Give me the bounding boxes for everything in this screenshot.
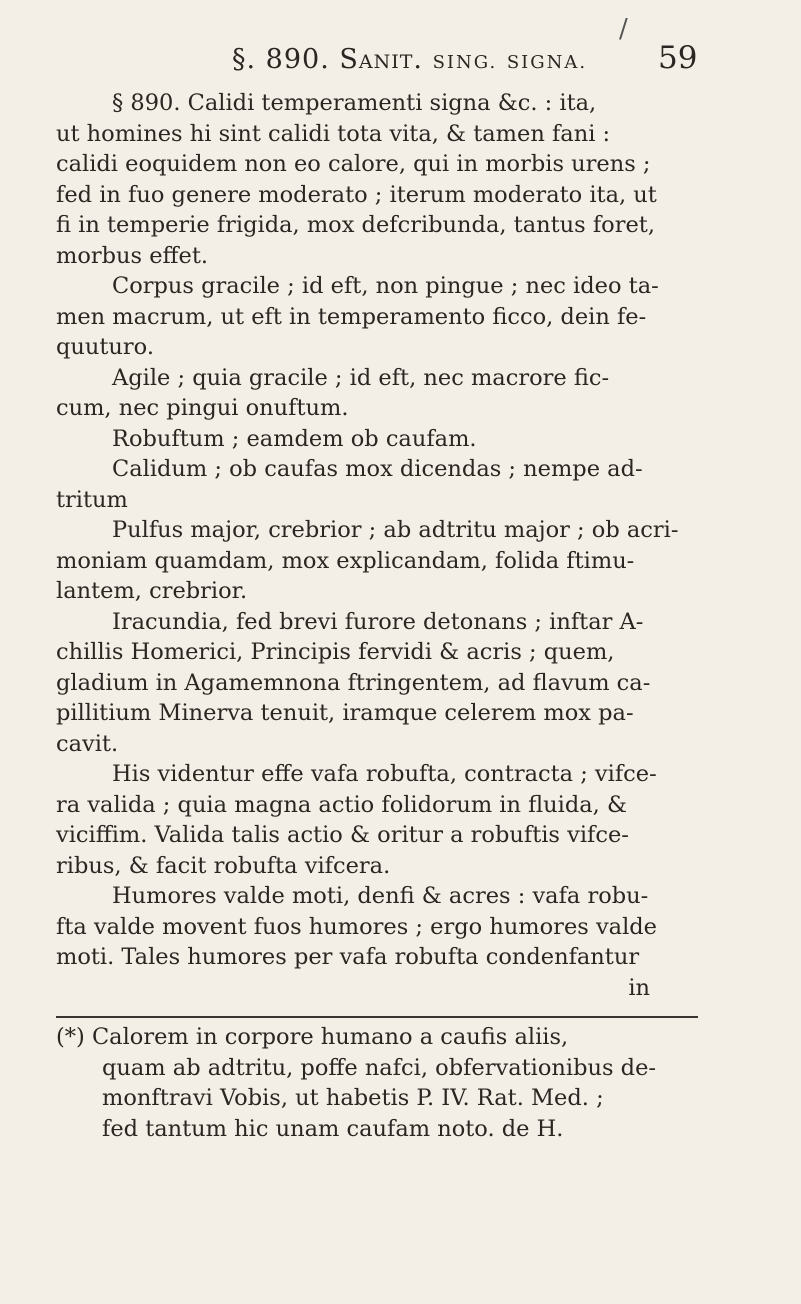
text-line: Robuftum ; eamdem ob caufam. <box>112 425 477 452</box>
text-line: § 890. Calidi temperamenti signa &c. : ita, <box>112 90 597 116</box>
text-line: gladium in Agamemnona ftringentem, ad flavum ca- <box>56 669 651 696</box>
text-line: pillitium Minerva tenuit, iramque celerem mox pa- <box>56 700 634 726</box>
header-section: §. 890. <box>232 44 330 75</box>
footnote-line: monftravi Vobis, ut habetis P. IV. Rat. Med. ; <box>102 1085 604 1111</box>
text-line: cavit. <box>56 730 119 757</box>
text-line: calidi eoquidem non eo calore, qui in morbis urens ; <box>56 151 651 177</box>
text-line: Humores valde moti, denfi & acres : vafa robu- <box>112 883 649 909</box>
text-line: fed in fuo genere moderato ; iterum moderato ita, ut <box>56 181 657 208</box>
footnote-line: quam ab adtritu, poffe nafci, obfervationibus de- <box>102 1054 657 1081</box>
text-line: His videntur effe vafa robufta, contracta ; vifce- <box>112 761 657 787</box>
text-line: ut homines hi sint calidi tota vita, & tamen fani : <box>56 120 611 147</box>
header-sanit: Sanit. <box>339 44 423 75</box>
header-signa: SIGNA. <box>506 52 588 73</box>
footnote <box>56 1022 696 1144</box>
catchword: in <box>628 974 650 1001</box>
text-line: chillis Homerici, Principis fervidi & acris ; quem, <box>56 639 615 665</box>
text-line: Pulfus major, crebrior ; ab adtritu major ; ob acri- <box>112 517 679 543</box>
footnote-line: fed tantum hic unam caufam noto. de H. <box>102 1115 564 1142</box>
text-line: men macrum, ut eft in temperamento ficco, dein fe- <box>56 303 647 330</box>
text-line: Calidum ; ob caufas mox dicendas ; nempe ad- <box>112 456 643 482</box>
text-line: quuturo. <box>56 334 154 360</box>
footnote-divider <box>56 1016 698 1018</box>
text-line: cum, nec pingui onuftum. <box>56 395 349 421</box>
header-sing: SING. <box>432 52 498 73</box>
text-line: Corpus gracile ; id eft, non pingue ; nec ideo ta- <box>112 273 659 299</box>
text-line: Agile ; quia gracile ; id eft, nec macrore fic- <box>112 364 610 391</box>
page-number: 59 <box>658 40 698 76</box>
text-line: morbus effet. <box>56 242 209 269</box>
text-line: ra valida ; quia magna actio folidorum in fluida, & <box>56 791 627 818</box>
text-line: Iracundia, fed brevi furore detonans ; inftar A- <box>112 608 644 635</box>
text-line: moti. Tales humores per vafa robufta condenfantur <box>56 944 640 970</box>
running-header <box>232 44 587 75</box>
ink-mark: / <box>619 14 628 44</box>
text-line: lantem, crebrior. <box>56 578 248 604</box>
text-line: ribus, & facit robufta vifcera. <box>56 852 391 879</box>
text-line: tritum <box>56 486 128 513</box>
main-text <box>56 88 696 1003</box>
text-line: viciffim. Valida talis actio & oritur a robuftis vifce- <box>56 822 629 848</box>
text-line: fta valde movent fuos humores ; ergo humores valde <box>56 913 657 940</box>
text-line: moniam quamdam, mox explicandam, folida ftimu- <box>56 547 635 574</box>
text-line: fi in temperie frigida, mox defcribunda, tantus foret, <box>56 212 655 238</box>
footnote-line: (*) Calorem in corpore humano a caufis aliis, <box>56 1024 569 1050</box>
